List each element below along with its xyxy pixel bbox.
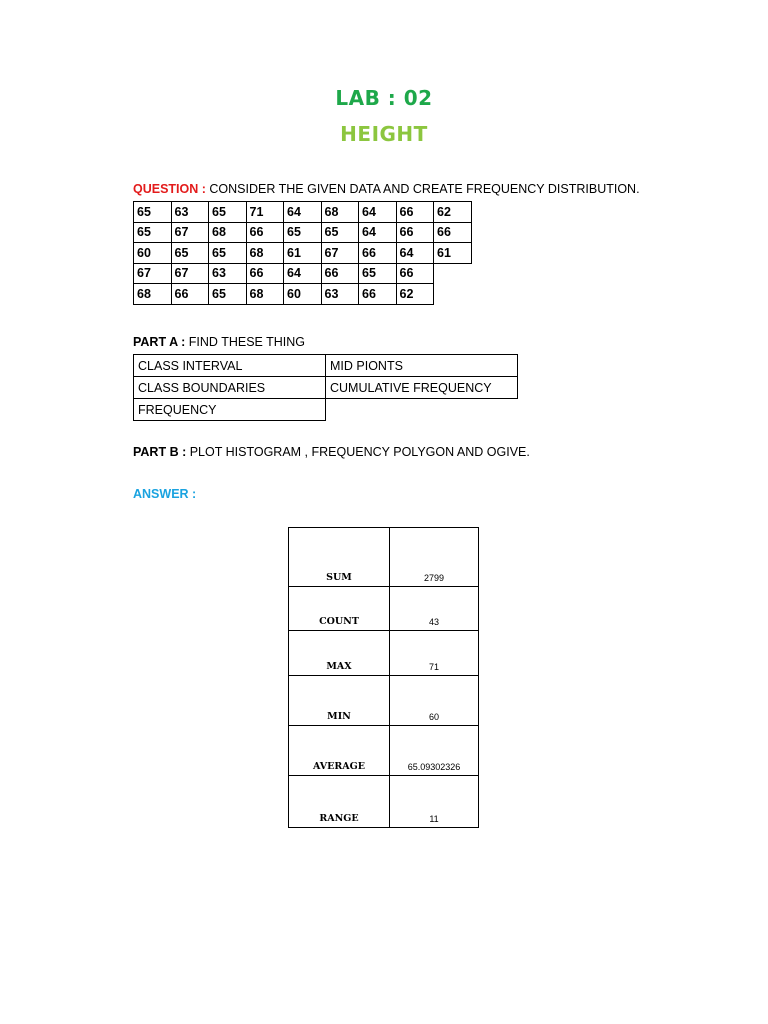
data-cell: 67: [321, 243, 359, 264]
stats-row-average: [289, 726, 479, 776]
data-cell: 64: [284, 202, 322, 223]
data-cell: 66: [396, 222, 434, 243]
data-cell: 64: [284, 263, 322, 284]
stat-value: 11: [390, 776, 479, 828]
stat-label: MIN: [289, 676, 390, 726]
height-data-table: [133, 201, 472, 305]
question-line: [133, 182, 640, 196]
table-row: [134, 355, 518, 377]
data-cell: 62: [396, 284, 434, 305]
stat-label: AVERAGE: [289, 726, 390, 776]
data-cell: 67: [134, 263, 172, 284]
data-cell: 67: [171, 263, 209, 284]
data-cell: 66: [246, 222, 284, 243]
stats-table: [288, 527, 479, 828]
data-cell: 68: [134, 284, 172, 305]
part-a-line: [133, 335, 305, 349]
data-cell: 63: [209, 263, 247, 284]
data-cell: 65: [134, 222, 172, 243]
empty-cell: [326, 399, 518, 421]
table-row: [134, 222, 472, 243]
stat-value: 43: [390, 587, 479, 631]
stats-row-range: [289, 776, 479, 828]
table-row: [134, 399, 518, 421]
data-cell: 65: [209, 284, 247, 305]
stat-value: 2799: [390, 528, 479, 587]
data-cell: 66: [171, 284, 209, 305]
part-a-item: MID PIONTS: [326, 355, 518, 377]
stats-row-sum: [289, 528, 479, 587]
data-cell: 65: [209, 202, 247, 223]
data-cell: 66: [434, 222, 472, 243]
data-cell: 66: [359, 243, 397, 264]
data-cell: 66: [396, 263, 434, 284]
part-a-item: CLASS BOUNDARIES: [134, 377, 326, 399]
data-cell: 61: [284, 243, 322, 264]
data-cell: 62: [434, 202, 472, 223]
part-a-item: FREQUENCY: [134, 399, 326, 421]
empty-cell: [434, 263, 472, 284]
data-cell: 61: [434, 243, 472, 264]
data-cell: 64: [359, 222, 397, 243]
data-cell: 63: [171, 202, 209, 223]
data-cell: 63: [321, 284, 359, 305]
part-b-label: PART B :: [133, 445, 187, 459]
data-cell: 60: [134, 243, 172, 264]
stat-label: COUNT: [289, 587, 390, 631]
data-cell: 65: [134, 202, 172, 223]
data-cell: 68: [321, 202, 359, 223]
data-cell: 64: [396, 243, 434, 264]
part-a-label: PART A :: [133, 335, 186, 349]
data-cell: 65: [321, 222, 359, 243]
question-text: CONSIDER THE GIVEN DATA AND CREATE FREQUENCY DISTRIBUTION.: [205, 182, 640, 196]
data-cell: 65: [284, 222, 322, 243]
data-cell: 66: [321, 263, 359, 284]
data-cell: 65: [209, 243, 247, 264]
table-row: [134, 243, 472, 264]
stat-label: MAX: [289, 631, 390, 676]
stat-value: 71: [390, 631, 479, 676]
part-b-text: PLOT HISTOGRAM , FREQUENCY POLYGON AND OGIVE.: [186, 445, 530, 459]
data-cell: 64: [359, 202, 397, 223]
data-cell: 66: [246, 263, 284, 284]
data-cell: 66: [359, 284, 397, 305]
data-cell: 68: [209, 222, 247, 243]
table-row: [134, 263, 472, 284]
answer-label-text: ANSWER :: [133, 487, 197, 501]
question-label: QUESTION :: [133, 182, 206, 196]
answer-label: [133, 487, 196, 501]
stats-row-count: [289, 587, 479, 631]
stat-label: SUM: [289, 528, 390, 587]
stat-label: RANGE: [289, 776, 390, 828]
table-row: [134, 284, 472, 305]
stats-row-min: [289, 676, 479, 726]
part-a-item: CUMULATIVE FREQUENCY: [326, 377, 518, 399]
page-title: LAB : 02: [335, 86, 433, 110]
data-cell: 66: [396, 202, 434, 223]
part-a-text: FIND THESE THING: [185, 335, 306, 349]
stat-value: 60: [390, 676, 479, 726]
part-a-item: CLASS INTERVAL: [134, 355, 326, 377]
table-row: [134, 377, 518, 399]
data-cell: 68: [246, 243, 284, 264]
stat-value: 65.09302326: [390, 726, 479, 776]
page-subtitle: HEIGHT: [340, 122, 428, 146]
part-a-table: [133, 354, 518, 421]
data-cell: 65: [359, 263, 397, 284]
empty-cell: [434, 284, 472, 305]
table-row: [134, 202, 472, 223]
part-b-line: [133, 445, 530, 459]
data-cell: 71: [246, 202, 284, 223]
data-cell: 67: [171, 222, 209, 243]
data-cell: 60: [284, 284, 322, 305]
data-cell: 65: [171, 243, 209, 264]
data-cell: 68: [246, 284, 284, 305]
stats-row-max: [289, 631, 479, 676]
